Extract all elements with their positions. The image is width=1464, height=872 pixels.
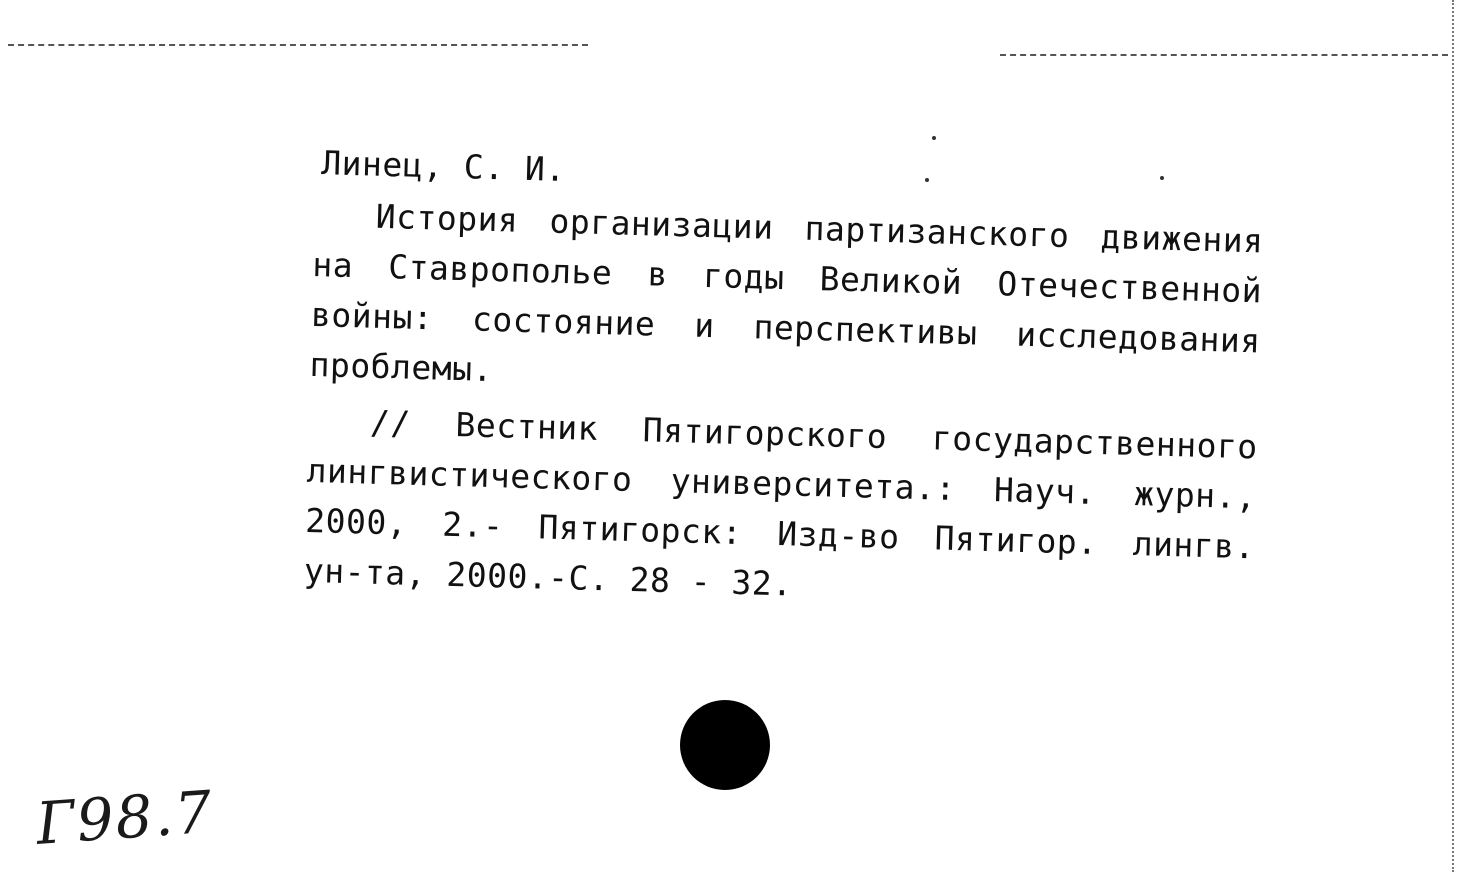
- punch-hole: [680, 700, 770, 790]
- scan-speck: [932, 136, 936, 140]
- author-name: Линец, С. И.: [320, 143, 567, 189]
- bibliographic-entry: [303, 138, 1265, 622]
- source-citation: // Вестник Пятигорского государственного лингвистического университета.: Науч. журн., 2000, 2.- Пятигорск: Изд-во Пятигор. лингв. ун-та, 2000.-С. 28 - 32.: [303, 402, 1259, 604]
- scan-edge-top-left: [8, 44, 588, 46]
- work-title: История организации партизанского движения на Ставрополье в годы Великой Отечественной войны: состояние и перспективы исследования проблемы.: [309, 196, 1265, 390]
- scan-edge-top-right: [1000, 54, 1448, 56]
- scan-edge-right: [1452, 0, 1454, 872]
- shelfmark-handwritten: Г98.7: [34, 777, 216, 858]
